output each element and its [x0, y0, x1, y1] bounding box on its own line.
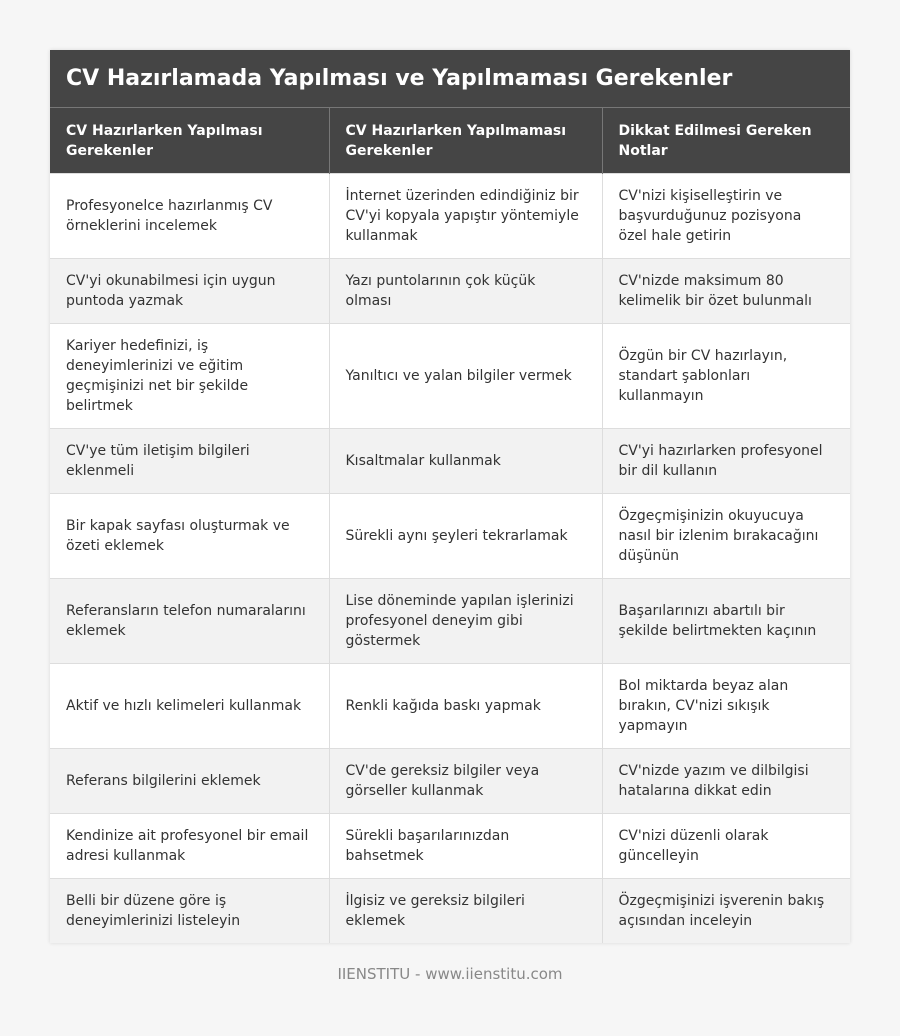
column-header-dos: CV Hazırlarken Yapılması Gerekenler — [50, 108, 329, 174]
cell-do: Aktif ve hızlı kelimeleri kullanmak — [50, 664, 329, 749]
table-row — [50, 174, 850, 259]
cell-do: Profesyonelce hazırlanmış CV örneklerini incelemek — [50, 174, 329, 259]
cell-do: Kariyer hedefinizi, iş deneyimlerinizi ve eğitim geçmişinizi net bir şekilde belirtmek — [50, 324, 329, 429]
table-row — [50, 579, 850, 664]
cell-dont: Kısaltmalar kullanmak — [329, 429, 602, 494]
cell-note: Başarılarınızı abartılı bir şekilde belirtmekten kaçının — [602, 579, 850, 664]
cell-dont: Lise döneminde yapılan işlerinizi profesyonel deneyim gibi göstermek — [329, 579, 602, 664]
cell-dont: Yazı puntolarının çok küçük olması — [329, 259, 602, 324]
table-row — [50, 879, 850, 944]
table-title: CV Hazırlamada Yapılması ve Yapılmaması Gerekenler — [50, 50, 850, 108]
cell-note: Özgeçmişinizin okuyucuya nasıl bir izlenim bırakacağını düşünün — [602, 494, 850, 579]
column-header-donts: CV Hazırlarken Yapılmaması Gerekenler — [329, 108, 602, 174]
table-row — [50, 259, 850, 324]
table-row — [50, 814, 850, 879]
cell-note: CV'nizi kişiselleştirin ve başvurduğunuz pozisyona özel hale getirin — [602, 174, 850, 259]
cell-do: Referansların telefon numaralarını eklemek — [50, 579, 329, 664]
cell-do: Kendinize ait profesyonel bir email adresi kullanmak — [50, 814, 329, 879]
cell-note: Özgeçmişinizi işverenin bakış açısından inceleyin — [602, 879, 850, 944]
cell-dont: CV'de gereksiz bilgiler veya görseller kullanmak — [329, 749, 602, 814]
cell-do: Belli bir düzene göre iş deneyimlerinizi listeleyin — [50, 879, 329, 944]
cell-note: CV'yi hazırlarken profesyonel bir dil kullanın — [602, 429, 850, 494]
column-header-notes: Dikkat Edilmesi Gereken Notlar — [602, 108, 850, 174]
cv-table — [50, 108, 850, 943]
cell-do: Bir kapak sayfası oluşturmak ve özeti eklemek — [50, 494, 329, 579]
cell-note: Özgün bir CV hazırlayın, standart şablonları kullanmayın — [602, 324, 850, 429]
cell-note: CV'nizi düzenli olarak güncelleyin — [602, 814, 850, 879]
footer-credit: IIENSTITU - www.iienstitu.com — [337, 965, 563, 983]
table-row — [50, 429, 850, 494]
cell-note: CV'nizde maksimum 80 kelimelik bir özet bulunmalı — [602, 259, 850, 324]
table-row — [50, 324, 850, 429]
table-row — [50, 749, 850, 814]
cell-dont: Renkli kağıda baskı yapmak — [329, 664, 602, 749]
cell-note: Bol miktarda beyaz alan bırakın, CV'nizi sıkışık yapmayın — [602, 664, 850, 749]
cell-dont: İlgisiz ve gereksiz bilgileri eklemek — [329, 879, 602, 944]
cell-do: Referans bilgilerini eklemek — [50, 749, 329, 814]
cell-note: CV'nizde yazım ve dilbilgisi hatalarına dikkat edin — [602, 749, 850, 814]
cv-table-card — [50, 50, 850, 943]
cell-do: CV'yi okunabilmesi için uygun puntoda yazmak — [50, 259, 329, 324]
cell-dont: Sürekli başarılarınızdan bahsetmek — [329, 814, 602, 879]
cell-dont: İnternet üzerinden edindiğiniz bir CV'yi kopyala yapıştır yöntemiyle kullanmak — [329, 174, 602, 259]
cell-dont: Sürekli aynı şeyleri tekrarlamak — [329, 494, 602, 579]
cell-do: CV'ye tüm iletişim bilgileri eklenmeli — [50, 429, 329, 494]
table-row — [50, 494, 850, 579]
cell-dont: Yanıltıcı ve yalan bilgiler vermek — [329, 324, 602, 429]
header-row — [50, 108, 850, 174]
table-row — [50, 664, 850, 749]
